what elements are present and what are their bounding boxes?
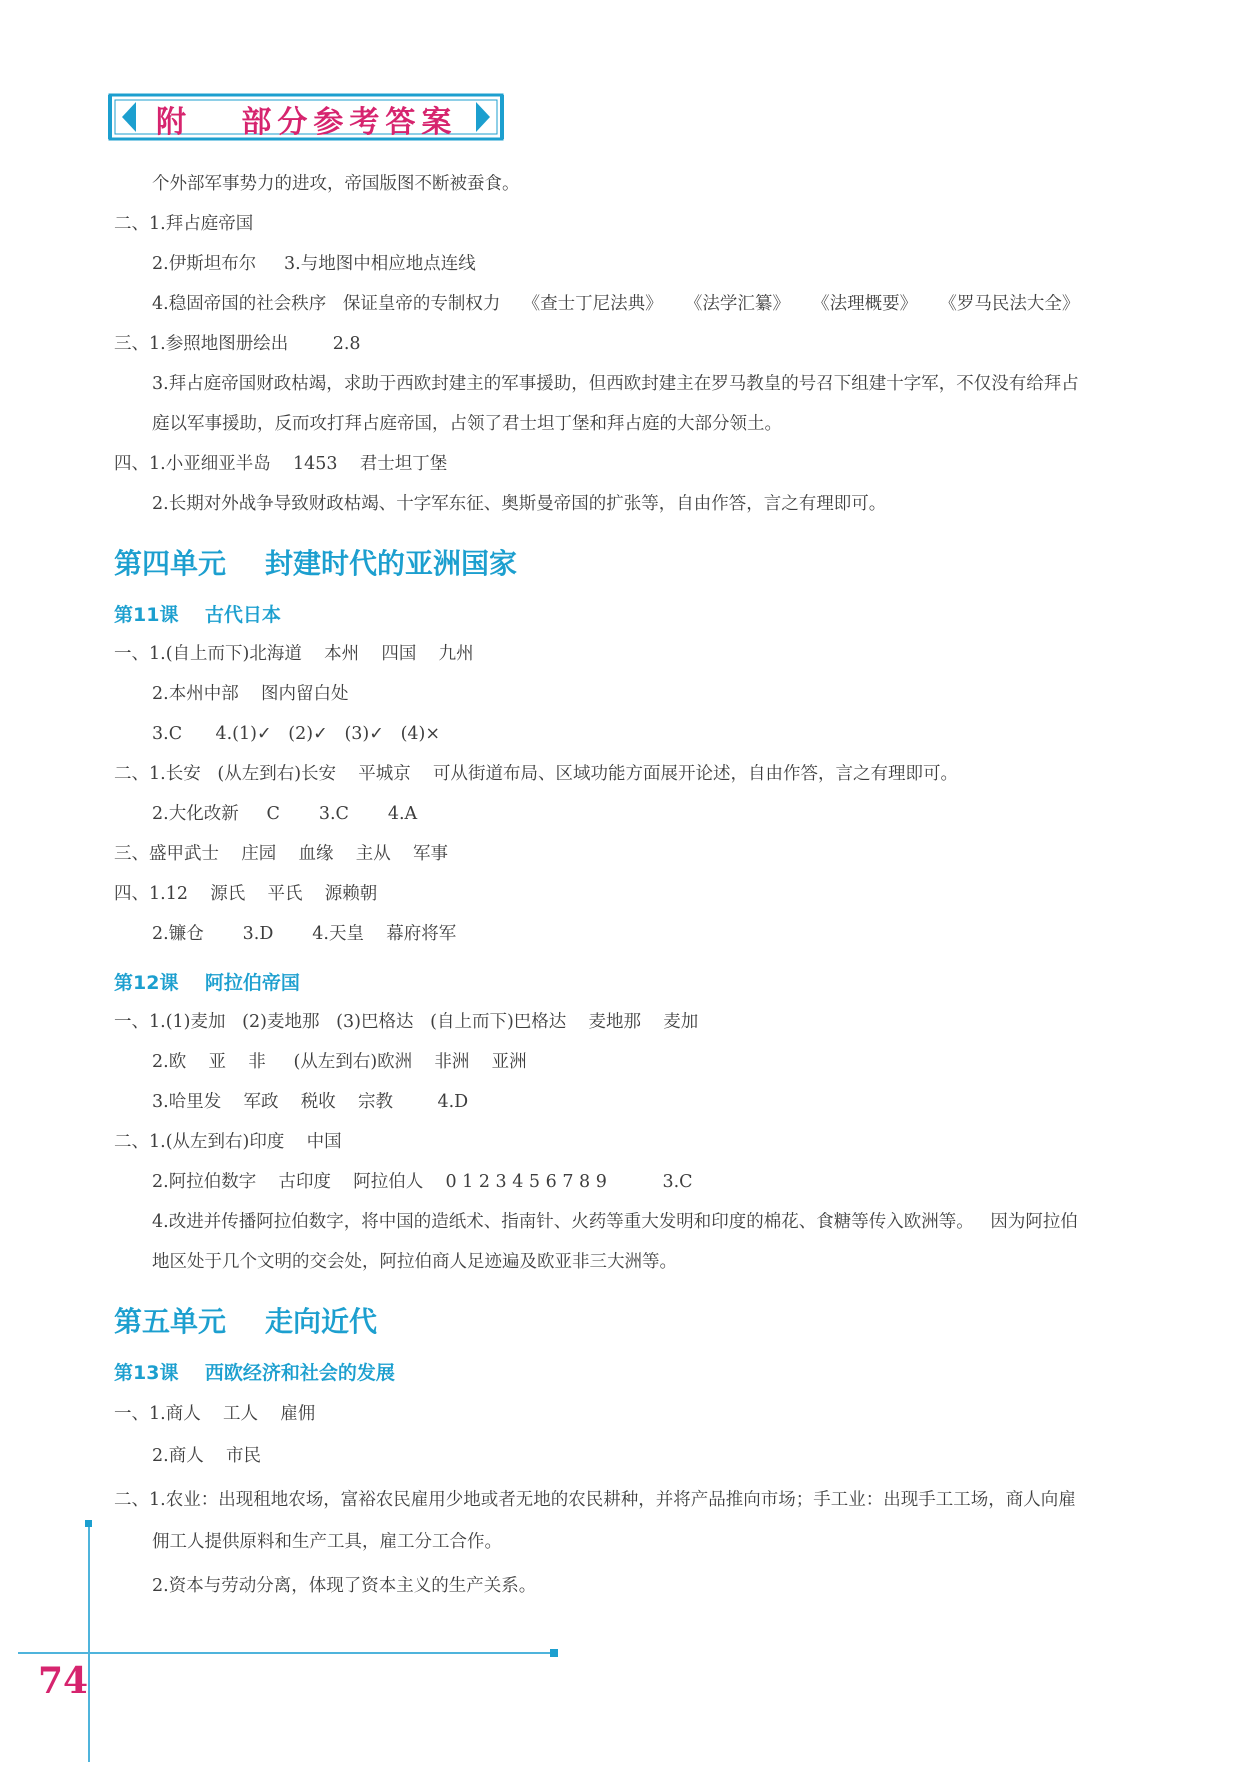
answer-line: 二、1.长安 (从左到右)长安 平城京 可从街道布局、区域功能方面展开论述，自由作答，言之有理即可。 (114, 764, 959, 784)
answer-line: 4.改进并传播阿拉伯数字，将中国的造纸术、指南针、火药等重大发明和印度的棉花、食糖等传入欧洲等。 因为阿拉伯 (152, 1212, 1078, 1232)
banner-title: 附 部分参考答案 (156, 105, 458, 140)
answer-line: 一、1.(1)麦加 (2)麦地那 (3)巴格达 (自上而下)巴格达 麦地那 麦加 (114, 1012, 699, 1032)
margin-vertical-rule (88, 1522, 90, 1762)
answer-line: 2.本州中部 图内留白处 (152, 684, 349, 704)
answer-line: 佣工人提供原料和生产工具，雇工分工合作。 (152, 1532, 502, 1552)
answer-line: 2.大化改新 C 3.C 4.A (152, 804, 418, 824)
answer-line: 2.伊斯坦布尔 3.与地图中相应地点连线 (152, 254, 476, 274)
answer-line: 3.哈里发 军政 税收 宗教 4.D (152, 1092, 469, 1112)
answer-line: 2.欧 亚 非 (从左到右)欧洲 非洲 亚洲 (152, 1052, 527, 1072)
answer-line: 个外部军事势力的进攻，帝国版图不断被蚕食。 (152, 174, 520, 194)
answer-line: 四、1.12 源氏 平氏 源赖朝 (114, 884, 378, 904)
answer-line: 2.阿拉伯数字 古印度 阿拉伯人 0 1 2 3 4 5 6 7 8 9 3.C (152, 1172, 693, 1192)
answer-line: 三、1.参照地图册绘出 2.8 (114, 334, 361, 354)
answer-line: 2.镰仓 3.D 4.天皇 幕府将军 (152, 924, 457, 944)
footer-rule-marker (550, 1649, 558, 1657)
answer-line: 3.拜占庭帝国财政枯竭，求助于西欧封建主的军事援助，但西欧封建主在罗马教皇的号召下组建十字军，不仅没有给拜占 (152, 374, 1079, 394)
answer-line: 二、1.农业：出现租地农场，富裕农民雇用少地或者无地的农民耕种，并将产品推向市场；手工业：出现手工工场，商人向雇 (114, 1490, 1076, 1510)
answer-line: 四、1.小亚细亚半岛 1453 君士坦丁堡 (114, 454, 448, 474)
margin-rule-marker (85, 1520, 92, 1527)
lesson-heading: 第11课 古代日本 (114, 604, 281, 626)
lesson-heading: 第12课 阿拉伯帝国 (114, 972, 300, 994)
unit-heading: 第四单元 封建时代的亚洲国家 (114, 547, 517, 580)
unit-heading: 第五单元 走向近代 (114, 1305, 377, 1338)
answer-line: 2.商人 市民 (152, 1446, 261, 1466)
answer-line: 2.资本与劳动分离，体现了资本主义的生产关系。 (152, 1576, 537, 1596)
page-number: 74 (38, 1660, 89, 1702)
answer-line: 一、1.商人 工人 雇佣 (114, 1404, 316, 1424)
answer-line: 2.长期对外战争导致财政枯竭、十字军东征、奥斯曼帝国的扩张等，自由作答，言之有理即可。 (152, 494, 887, 514)
answer-line: 4.稳固帝国的社会秩序 保证皇帝的专制权力 《查士丁尼法典》 《法学汇纂》 《法理概要》 《罗马民法大全》 (152, 294, 1080, 314)
lesson-heading: 第13课 西欧经济和社会的发展 (114, 1362, 395, 1384)
answer-line: 二、1.(从左到右)印度 中国 (114, 1132, 342, 1152)
answer-line: 庭以军事援助，反而攻打拜占庭帝国，占领了君士坦丁堡和拜占庭的大部分领土。 (152, 414, 782, 434)
answer-line: 一、1.(自上而下)北海道 本州 四国 九州 (114, 644, 474, 664)
answer-line: 二、1.拜占庭帝国 (114, 214, 254, 234)
answer-line: 地区处于几个文明的交会处，阿拉伯商人足迹遍及欧亚非三大洲等。 (152, 1252, 677, 1272)
answer-line: 3.C 4.(1)✓ (2)✓ (3)✓ (4)× (152, 724, 441, 744)
footer-horizontal-rule (18, 1652, 553, 1654)
answer-line: 三、盛甲武士 庄园 血缘 主从 军事 (114, 844, 449, 864)
appendix-banner (108, 92, 504, 142)
